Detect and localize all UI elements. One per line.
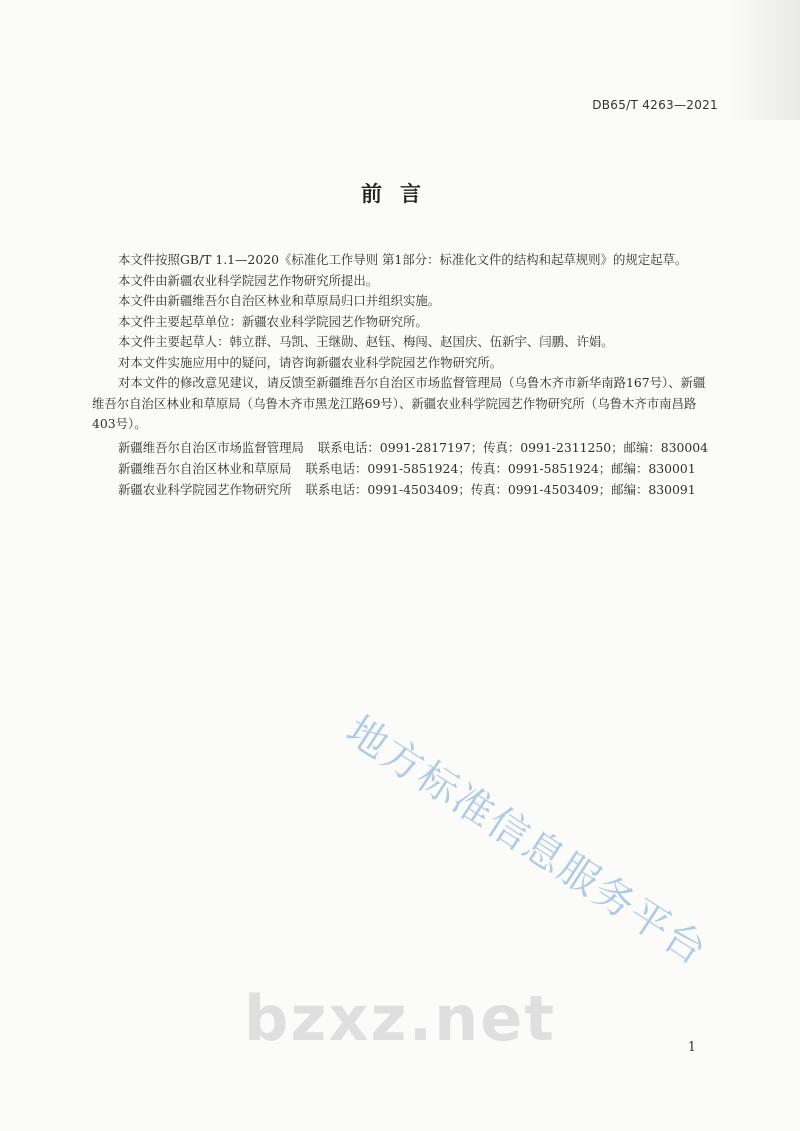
- document-code: DB65/T 4263—2021: [592, 98, 718, 112]
- paragraph: 本文件主要起草单位：新疆农业科学院园艺作物研究所。: [118, 313, 428, 329]
- contact-row: [92, 437, 716, 458]
- contact-org: 新疆农业科学院园艺作物研究所: [118, 481, 292, 497]
- page-title: 前言: [361, 182, 439, 206]
- contact-list: [92, 437, 716, 500]
- page-number: 1: [687, 1040, 696, 1055]
- contact-row: [92, 479, 716, 500]
- contact-row: [92, 458, 716, 479]
- contact-org: 新疆维吾尔自治区市场监督管理局: [118, 439, 304, 455]
- paragraph: 本文件由新疆维吾尔自治区林业和草原局归口并组织实施。: [118, 293, 441, 308]
- contact-info: 联系电话：0991-5851924；传真：0991-5851924；邮编：830001: [305, 460, 696, 476]
- paragraph: 对本文件的修改意见建议，请反馈至新疆维吾尔自治区市场监督管理局（乌鲁木齐市新华南路167号）、新疆维吾尔自治区林业和草原局（乌鲁木齐市黑龙江路69号）、新疆农业科学院园艺作物研究所（乌鲁木齐市南昌路403号）。: [92, 375, 706, 431]
- paragraph: 本文件按照GB/T 1.1—2020《标准化工作导则 第1部分：标准化文件的结构和起草规则》的规定起草。: [118, 252, 688, 267]
- watermark-site: bzxz.net: [244, 982, 556, 1055]
- paragraph: 对本文件实施应用中的疑问，请咨询新疆农业科学院园艺作物研究所。: [118, 354, 503, 370]
- contact-org: 新疆维吾尔自治区林业和草原局: [118, 460, 292, 476]
- scan-edge-shadow: [730, 0, 800, 120]
- paragraph: 本文件由新疆农业科学院园艺作物研究所提出。: [118, 272, 379, 288]
- paragraph: 本文件主要起草人：韩立群、马凯、王继勋、赵钰、梅闯、赵国庆、伍新宇、闫鹏、许娟。: [118, 334, 614, 349]
- contact-info: 联系电话：0991-4503409；传真：0991-4503409；邮编：830091: [305, 481, 696, 497]
- watermark-platform: 地方标准信息服务平台: [338, 707, 716, 975]
- contact-info: 联系电话：0991-2817197；传真：0991-2311250；邮编：830004: [317, 439, 709, 455]
- document-body: [92, 250, 716, 500]
